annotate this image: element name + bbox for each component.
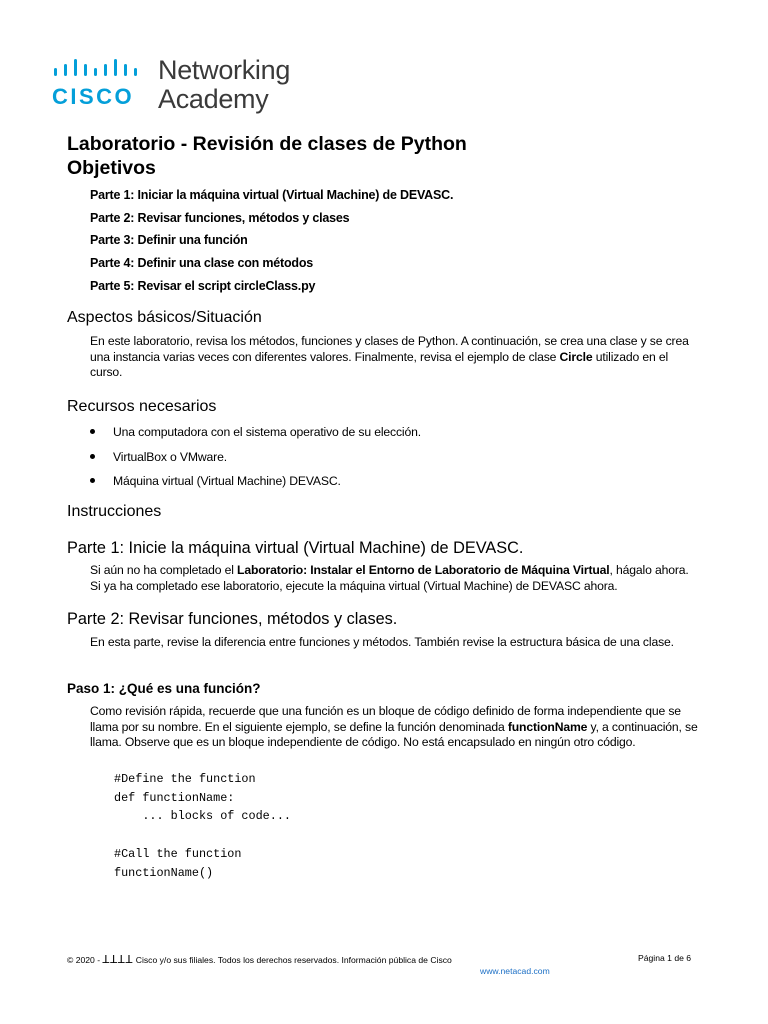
bullet-icon — [90, 429, 95, 434]
cisco-bars-icon — [52, 58, 150, 80]
objective-item: Parte 5: Revisar el script circleClass.py — [90, 278, 316, 293]
objective-item: Parte 4: Definir una clase con métodos — [90, 256, 314, 271]
objectives-heading: Objetivos — [67, 157, 156, 179]
step1-heading: Paso 1: ¿Qué es una función? — [67, 681, 261, 696]
cisco-wordmark: CISCO — [52, 84, 135, 109]
resources-list — [90, 424, 421, 498]
code-line: #Call the function — [114, 846, 242, 861]
background-heading: Aspectos básicos/Situación — [67, 309, 262, 326]
resource-item: Máquina virtual (Virtual Machine) DEVASC. — [90, 473, 421, 498]
instructions-heading: Instrucciones — [67, 503, 162, 520]
resource-item: Una computadora con el sistema operativo de su elección. — [90, 424, 421, 449]
part2-heading: Parte 2: Revisar funciones, métodos y clases. — [67, 610, 398, 628]
bullet-icon — [90, 478, 95, 483]
code-line: #Define the function — [114, 772, 256, 786]
bullet-icon — [90, 454, 95, 459]
footer-page-number: Página 1 de 6 — [638, 953, 692, 963]
logo-networking-text: Networking — [158, 55, 291, 85]
objectives-list — [90, 186, 453, 299]
code-line: ... blocks of code... — [114, 809, 291, 824]
part2-paragraph: En esta parte, revise la diferencia entre funciones y métodos. También revise la estructura básica de una clase. — [90, 635, 674, 649]
objective-item: Parte 2: Revisar funciones, métodos y clases — [90, 210, 350, 225]
footer-copyright: © 2020 - ꓕꓕꓕꓕ Cisco y/o sus filiales. Todos los derechos reservados. Información pública de Cisco — [67, 953, 452, 966]
objective-item: Parte 3: Definir una función — [90, 233, 248, 248]
objective-item: Parte 1: Iniciar la máquina virtual (Virtual Machine) de DEVASC. — [90, 188, 454, 202]
code-example — [114, 770, 291, 882]
step1-paragraph: Como revisión rápida, recuerde que una función es un bloque de código definido de forma independiente que se llama por su nombre. En el siguiente ejemplo, se define la función denominada functionName y, a continuación, se llama. Observe que es un bloque independiente de código. No está encapsulado en ningún otro código. — [90, 704, 698, 750]
code-line: functionName() — [114, 865, 214, 880]
resource-item: VirtualBox o VMware. — [90, 449, 421, 474]
netacad-link[interactable]: www.netacad.com — [480, 966, 550, 976]
page-title: Laboratorio - Revisión de clases de Python — [67, 133, 467, 155]
resources-heading: Recursos necesarios — [67, 398, 217, 415]
background-paragraph: En este laboratorio, revisa los métodos, funciones y clases de Python. A continuación, se crea una clase y se crea una instancia varias veces con diferentes valores. Finalmente, revisa el ejemplo de clase Circle utilizado en el curso. — [90, 334, 689, 380]
code-line: def functionName: — [114, 790, 235, 805]
cisco-networking-academy-logo — [52, 55, 312, 116]
logo-academy-text: Academy — [158, 84, 269, 114]
part1-paragraph: Si aún no ha completado el Laboratorio: Instalar el Entorno de Laboratorio de Máquina Virtual, hágalo ahora. Si ya ha completado ese laboratorio, ejecute la máquina virtual (Virtual Machine) de DEVASC ahora. — [90, 563, 689, 593]
part1-heading: Parte 1: Inicie la máquina virtual (Virtual Machine) de DEVASC. — [67, 539, 524, 557]
